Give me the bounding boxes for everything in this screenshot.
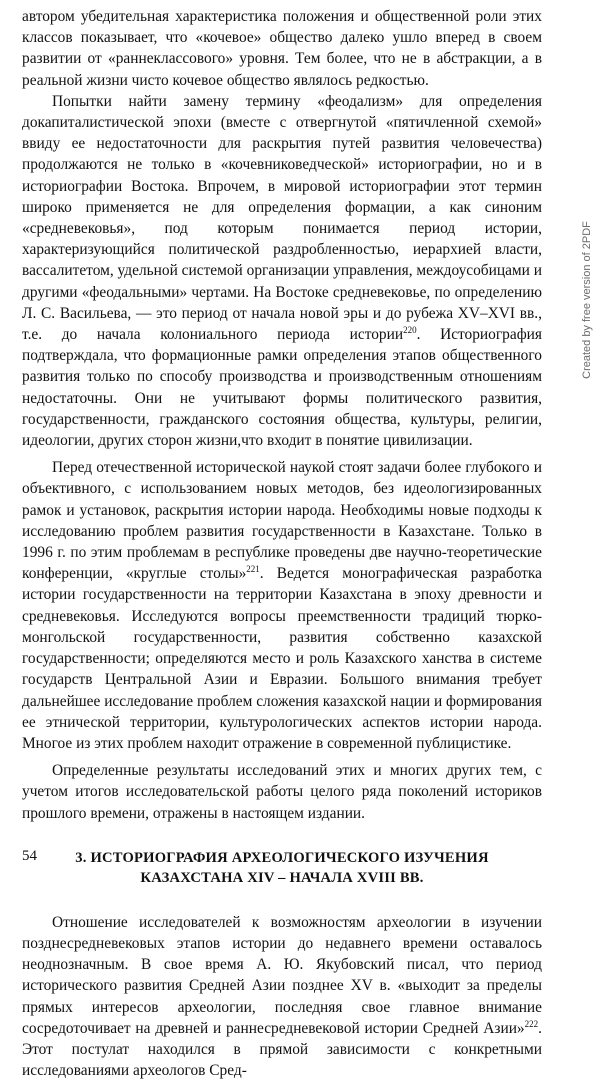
watermark (574, 195, 600, 405)
page-number: 54 (22, 848, 37, 864)
footnote-ref-220: 220 (403, 325, 417, 336)
paragraph-2 (22, 91, 542, 451)
paragraph-text: Попытки найти замену термину «феодализм» для определения докапиталистической эпохи (вместе с отвергнутой «пятичленной схемой» ввиду ее недостаточности для раскрытия путей развития человечества) продолжаются не только в «кочевниковедческой» историографии, но и в историографии Востока. Впрочем, в мировой историографии этот термин широко применяется не для определения формации, а как синоним «средневековья», под которым понимается период истории, характеризующийся политической раздробленностью, иерархией власти, вассалитетом, удельной системой организации управления, междоусобицами и другими «феодальными» чертами. На Востоке средневековье, по определению Л. С. Васильева, — это период от начала новой эры и до рубежа XV–XVI вв., т.е. до начала колониального периода истории (22, 92, 542, 344)
paragraph-4 (22, 760, 542, 824)
watermark-text: Created by free version of 2PDF (581, 221, 593, 379)
paragraph-text-tail: . Историография подтверждала, что формационные рамки определения этапов общественного развития только по способу производства и производственным отношениям недостаточны. Они не учитывают формы политического развития, государственности, гражданского состояния общества, культуры, религии, идеологии, других сторон жизни,что входит в понятие цивилизации. (22, 326, 542, 450)
section-heading (22, 848, 542, 888)
section-heading-line-1: 3. ИСТОРИОГРАФИЯ АРХЕОЛОГИЧЕСКОГО ИЗУЧЕНИЯ (75, 849, 489, 866)
paragraph-3 (22, 457, 542, 754)
section-heading-line-2: КАЗАХСТАНА XIV – НАЧАЛА XVIII ВВ. (140, 869, 424, 886)
paragraph-text: Определенные результаты исследований этих и многих других тем, с учетом итогов исследовательской работы целого ряда поколений историков прошлого времени, отражены в настоящем издании. (22, 762, 542, 822)
paragraph-text: Отношение исследователей к возможностям археологии в изучении позднесредневековых этапов истории до недавнего времени оставалось неоднозначным. В свое время А. Ю. Якубовский писал, что период исторического развития Средней Азии позднее XV в. «выходит за пределы прямых интересов археологии, последняя свое главное внимание сосредоточивает на древней и раннесредневековой истории Средней Азии» (22, 913, 542, 1037)
section-paragraph (22, 912, 542, 1081)
paragraph-text: Перед отечественной исторической наукой стоят задачи более глубокого и объективного, с использованием новых методов, без идеологизированных рамок и установок, раскрытия истории народа. Необходимы новые подходы к исследованию проблем развития государственности в Казахстане. Только в 1996 г. по этим проблемам в республике проведены две научно-теоретические конференции, «круглые столы» (22, 459, 542, 583)
page-body (22, 6, 542, 1081)
paragraph-text-tail: . Этот постулат находился в прямой зависимости с конкретными исследованиями археологов Сред- (22, 1019, 542, 1080)
footnote-ref-222: 222 (524, 1018, 539, 1029)
paragraph-text-tail: . Ведется монографическая разработка истории государственности на территории Казахстана в эпоху древности и средневековья. Исследуются вопросы преемственности традиций тюрко-монгольской государственности, развития собственно казахской государственности; определяются место и роль Казахского ханства в системе государств Центральной Азии и Евразии. Большого внимания требует дальнейшее исследование проблем сложения казахской нации и формирования ее этнической территории, культурологических аспектов истории народа. Многое из этих проблем находит отражение в современной публицистике. (22, 565, 542, 752)
paragraph-1 (22, 6, 542, 91)
paragraph-text: автором убедительная характеристика положения и общественной роли этих классов показывает, что «кочевое» общество далеко ушло вперед в своем развитии от «раннеклассового» уровня. Тем более, что не в абстракции, а в реальной жизни чисто кочевое общество являлось редкостью. (22, 8, 542, 89)
footnote-ref-221: 221 (246, 564, 260, 575)
